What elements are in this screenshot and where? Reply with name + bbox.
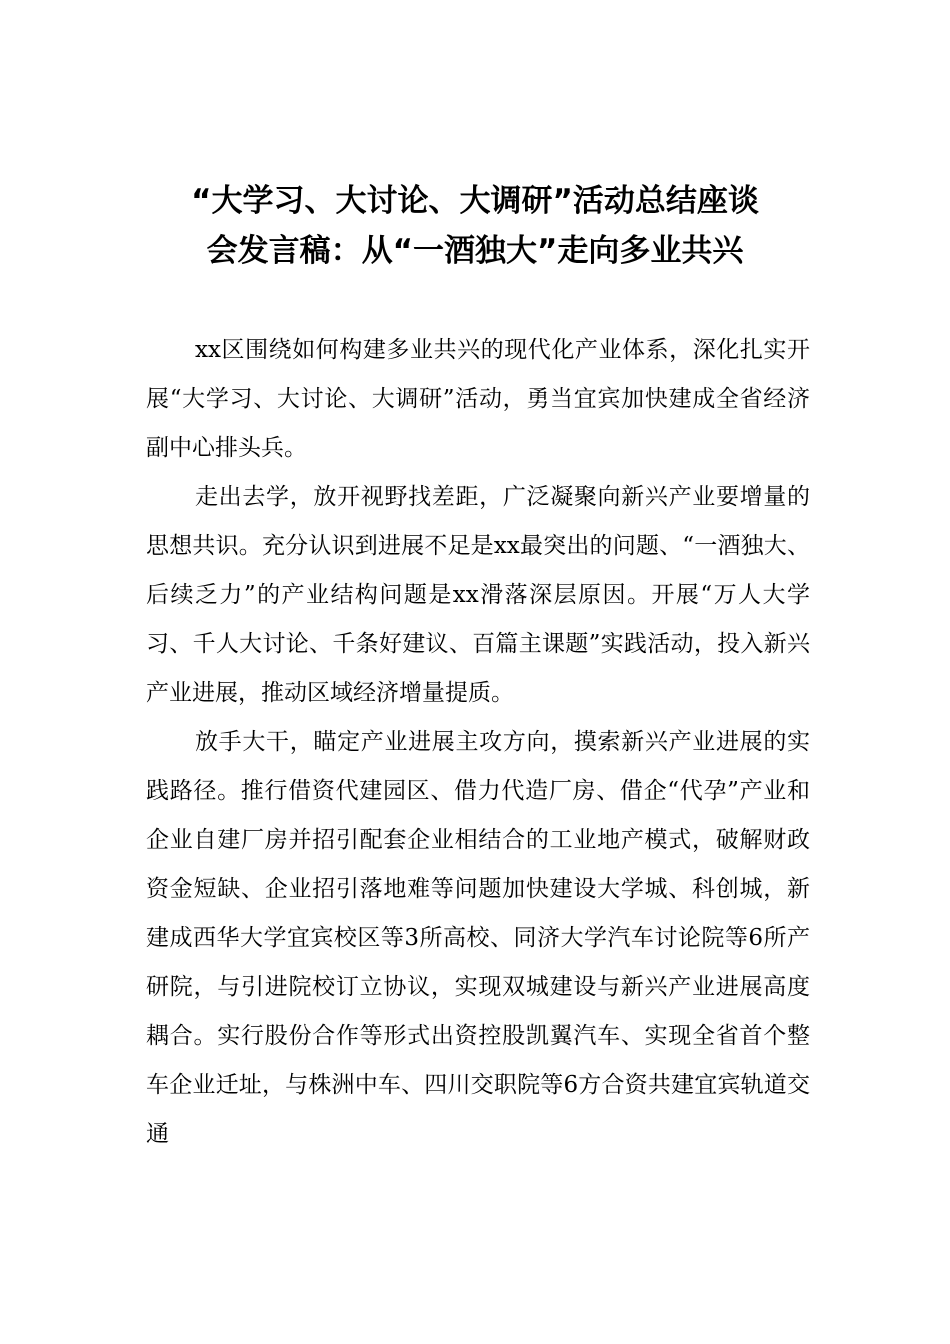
title-line-2: 会发言稿：从“一酒独大”走向多业共兴 bbox=[206, 233, 744, 269]
paragraph-3: 放手大干，瞄定产业进展主攻方向，摸索新兴产业进展的实践路径。推行借资代建园区、借力代造厂房、借企“代孕”产业和企业自建厂房并招引配套企业相结合的工业地产模式，破解财政资金短缺、企业招引落地难等问题加快建设大学城、科创城，新建成西华大学宜宾校区等3所高校、同济大学汽车讨论院等6所产研院，与引进院校订立协议，实现双城建设与新兴产业进展高度耦合。实行股份合作等形式出资控股凯翼汽车、实现全省首个整车企业迁址，与株洲中车、四川交职院等6方合资共建宜宾轨道交通 bbox=[146, 729, 810, 1147]
document-title bbox=[140, 176, 810, 276]
document-body bbox=[146, 326, 810, 1159]
title-line-1: “大学习、大讨论、大调研”活动总结座谈 bbox=[191, 183, 759, 219]
paragraph-1: xx区围绕如何构建多业共兴的现代化产业体系，深化扎实开展“大学习、大讨论、大调研”活动，勇当宜宾加快建成全省经济副中心排头兵。 bbox=[146, 337, 810, 461]
paragraph-2: 走出去学，放开视野找差距，广泛凝聚向新兴产业要增量的思想共识。充分认识到进展不足是xx最突出的问题、“一酒独大、后续乏力”的产业结构问题是xx滑落深层原因。开展“万人大学习、千人大讨论、千条好建议、百篇主课题”实践活动，投入新兴产业进展，推动区域经济增量提质。 bbox=[146, 484, 810, 706]
